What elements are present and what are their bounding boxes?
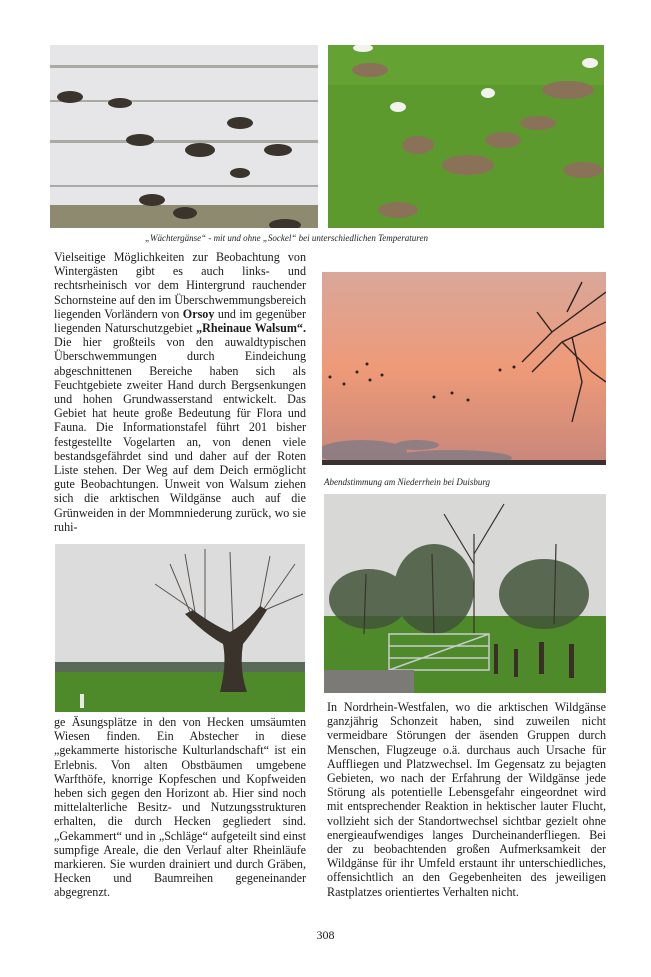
text-segment: Vielseitige Möglichkeiten zur Beobachtung von Wintergästen gibt es auch links- und rechtsrheinisch vor dem Hintergrund rauchender Schornsteine auf den im Überschwemmungsbereich liegenden Vorländern von: [54, 250, 306, 321]
paragraph-left-top: [54, 250, 306, 534]
text-segment: und im gegenüber liegenden Naturschutzgebiet: [54, 306, 306, 336]
paragraph-right-bottom: In Nordrhein-Westfalen, wo die arktischen Wildgänse ganzjährig Schonzeit haben, sind zuweilen nicht vermeidbare Störungen der äsenden Gruppen durch Menschen, Flugzeuge o.ä. durchaus auch Ursache für Auffliegen und Platzwechsel. Im Gegensatz zu bejagten Gebieten, wo nach der Erfahrung der Wildgänse jede Störung als potentielle Lebensgefahr eingeordnet wird mit entsprechender Reaktion in hektischer lauter Flucht, vollzieht sich der Standortwechsel sichtbar gezielt ohne energieaufwendiges langes Durcheinanderfliegen. Bei der zu beobachtenden großen Aufmerksamkeit der Wildgänse für ihr Umfeld erstaunt ihr unterschiedliches, offensichtlich an den Gegebenheiten des jeweiligen Rastplatzes orientiertes Verhalten nicht.: [327, 700, 606, 899]
text-segment: Die hier großteils von den auwaldtypischen Überschwemmungen durch Eindeichung abgeschnittenen Bereiche haben sich als Feuchtgebiete zweiter Hand durch Bergsenkungen und hohen Grundwasserstand entwickelt. Das Gebiet hat heute große Bedeutung für Flora und Fauna. Die Informationstafel führt 201 bisher festgestellte Vogelarten an, von denen viele bestandsgefährdet sind und daher auf der Roten Liste stehen. Der Weg auf dem Deich ermöglicht gute Beobachtungen. Unweit von Walsum ziehen sich die arktischen Wildgänse auch auf die Grünweiden in der Mommniederung zurück, wo sie ruhi-: [54, 335, 306, 534]
page-number: 308: [316, 928, 335, 942]
photo-caption-geese: „Wächtergänse“ - mit und ohne „Sockel“ bei unterschiedlichen Temperaturen: [145, 233, 428, 243]
photo-caption-sunset: Abendstimmung am Niederrhein bei Duisburg: [324, 477, 490, 487]
place-name-orsoy: Orsoy: [182, 306, 215, 321]
photo-pollard-tree: [55, 544, 305, 712]
photo-geese-snow: [50, 45, 318, 228]
photo-meadow-gate: [324, 494, 606, 693]
photo-geese-grass: [328, 45, 604, 228]
place-name-rheinaue-walsum: „Rheinaue Walsum“.: [196, 321, 306, 336]
paragraph-left-bottom: ge Äsungsplätze in den von Hecken umsäumten Wiesen finden. Ein Abstecher in diese „gekammerte historische Kulturlandschaft“ ist ein Erlebnis. Von alten Obstbäumen umgebene Warfthöfe, knorrige Kopfeschen und Kopfweiden heben sich gegen den Horizont ab. Hier sind noch mittelalterliche Besitz- und Nutzungsstrukturen erhalten, die durch Hecken gegliedert sind. „Gekammert“ und in „Schläge“ aufgeteilt sind einst sumpfige Areale, die den Verlauf alter Rheinläufe markieren. Sie wurden drainiert und durch Gräben, Hecken und Baumreihen gegeneinander abgegrenzt.: [54, 715, 306, 900]
photo-sunset: [322, 272, 606, 465]
